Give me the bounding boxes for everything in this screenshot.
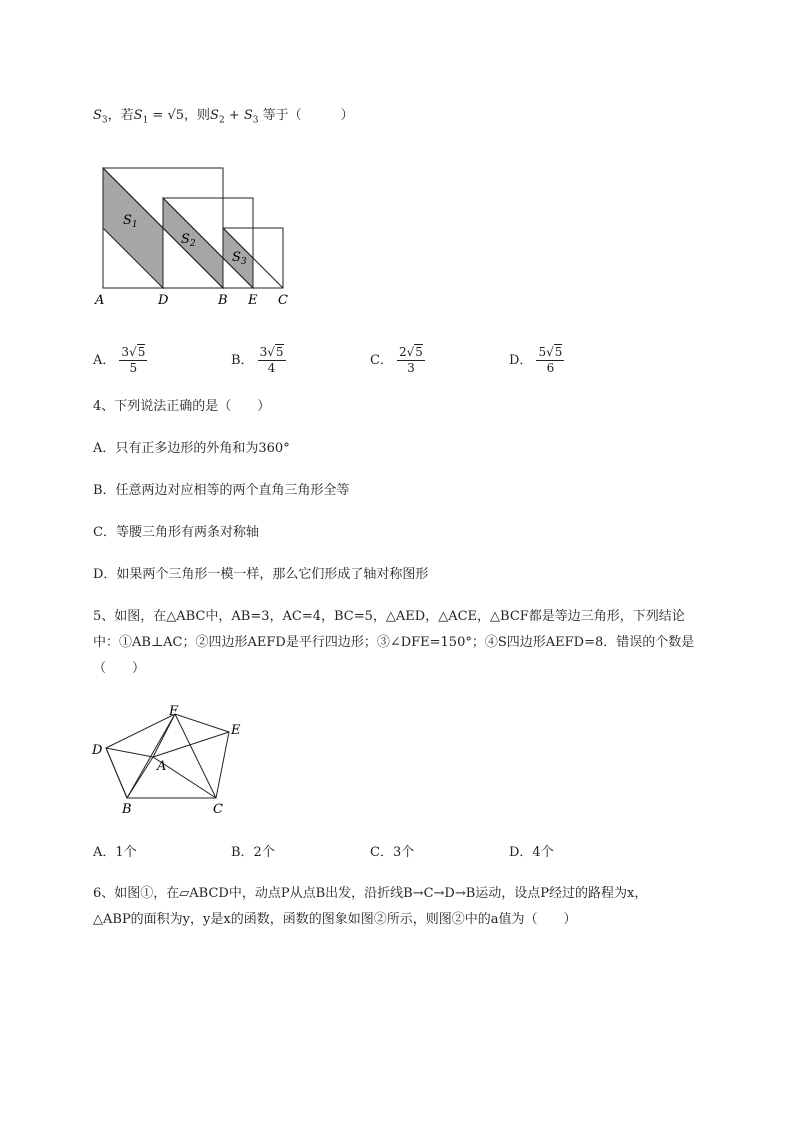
q3-option-b: B． $\frac{3√5}{4}$ [231,345,284,375]
q5-stem-line2: 中：①AB⊥AC；②四边形AEFD是平行四边形；③∠DFE=150°；④S四边形AEFD=8．错误的个数是 [93,635,695,650]
q5-option-c: C．3个 [370,845,415,860]
label-s1: $S_1$ [123,213,138,230]
label-F: F [169,704,179,719]
q6-stem-line2: △ABP的面积为y，y是x的函数，函数的图象如图②所示，则图②中的a值为（ ） [93,912,577,927]
label-E: E [231,723,241,738]
q6-stem-line1: 6、如图①，在▱ABCD中，动点P从点B出发，沿折线B→C→D→B运动，设点P经过的路程为x， [93,886,648,901]
label-D: D [158,293,169,308]
label-s3: $S_3$ [232,250,247,267]
q4-option-a: A．只有正多边形的外角和为360° [93,441,290,456]
segment-FC [175,714,216,798]
label-A: A [157,759,167,774]
q4-option-c: C．等腰三角形有两条对称轴 [93,525,259,540]
q5-stem-line1: 5、如图，在△ABC中，AB=3，AC=4，BC=5，△AED，△ACE，△BCF都是等边三角形，下列结论 [93,609,685,624]
q3-stem: $S_3$，若$S_1 = √5$，则$S_2 + S_3$ 等于（ ） [93,108,354,126]
label-A: A [95,293,105,308]
label-s2: $S_2$ [181,232,196,249]
fraction: $\frac{5√5}{6}$ [538,345,563,375]
segment-DB [106,748,127,798]
q3-option-d: D． $\frac{5√5}{6}$ [509,345,563,375]
q5-option-a: A．1个 [93,845,137,860]
segment-FB [127,714,175,798]
q5-triangles-figure [88,700,248,820]
segment-DA [106,748,153,757]
label-B: B [122,802,132,817]
label-E: E [248,293,258,308]
fraction: $\frac{3√5}{4}$ [259,345,284,375]
diagonal-2 [163,198,253,288]
label-B: B [218,293,228,308]
q4-stem: 4、下列说法正确的是（ ） [93,399,271,414]
q3-option-c: C． $\frac{2√5}{3}$ [370,345,423,375]
q5-option-b: B．2个 [231,845,275,860]
label-D: D [92,743,103,758]
fraction: $\frac{2√5}{3}$ [398,345,423,375]
q5-stem-line3: （ ） [93,661,146,676]
q3-option-a: A． $\frac{3√5}{5}$ [93,345,146,375]
q4-option-b: B．任意两边对应相等的两个直角三角形全等 [93,483,350,498]
label-C: C [213,802,223,817]
q5-option-d: D．4个 [509,845,554,860]
fraction: $\frac{3√5}{5}$ [121,345,146,375]
q3-squares-figure [88,162,298,310]
label-C: C [278,293,288,308]
q4-option-d: D．如果两个三角形一模一样，那么它们形成了轴对称图形 [93,567,429,582]
